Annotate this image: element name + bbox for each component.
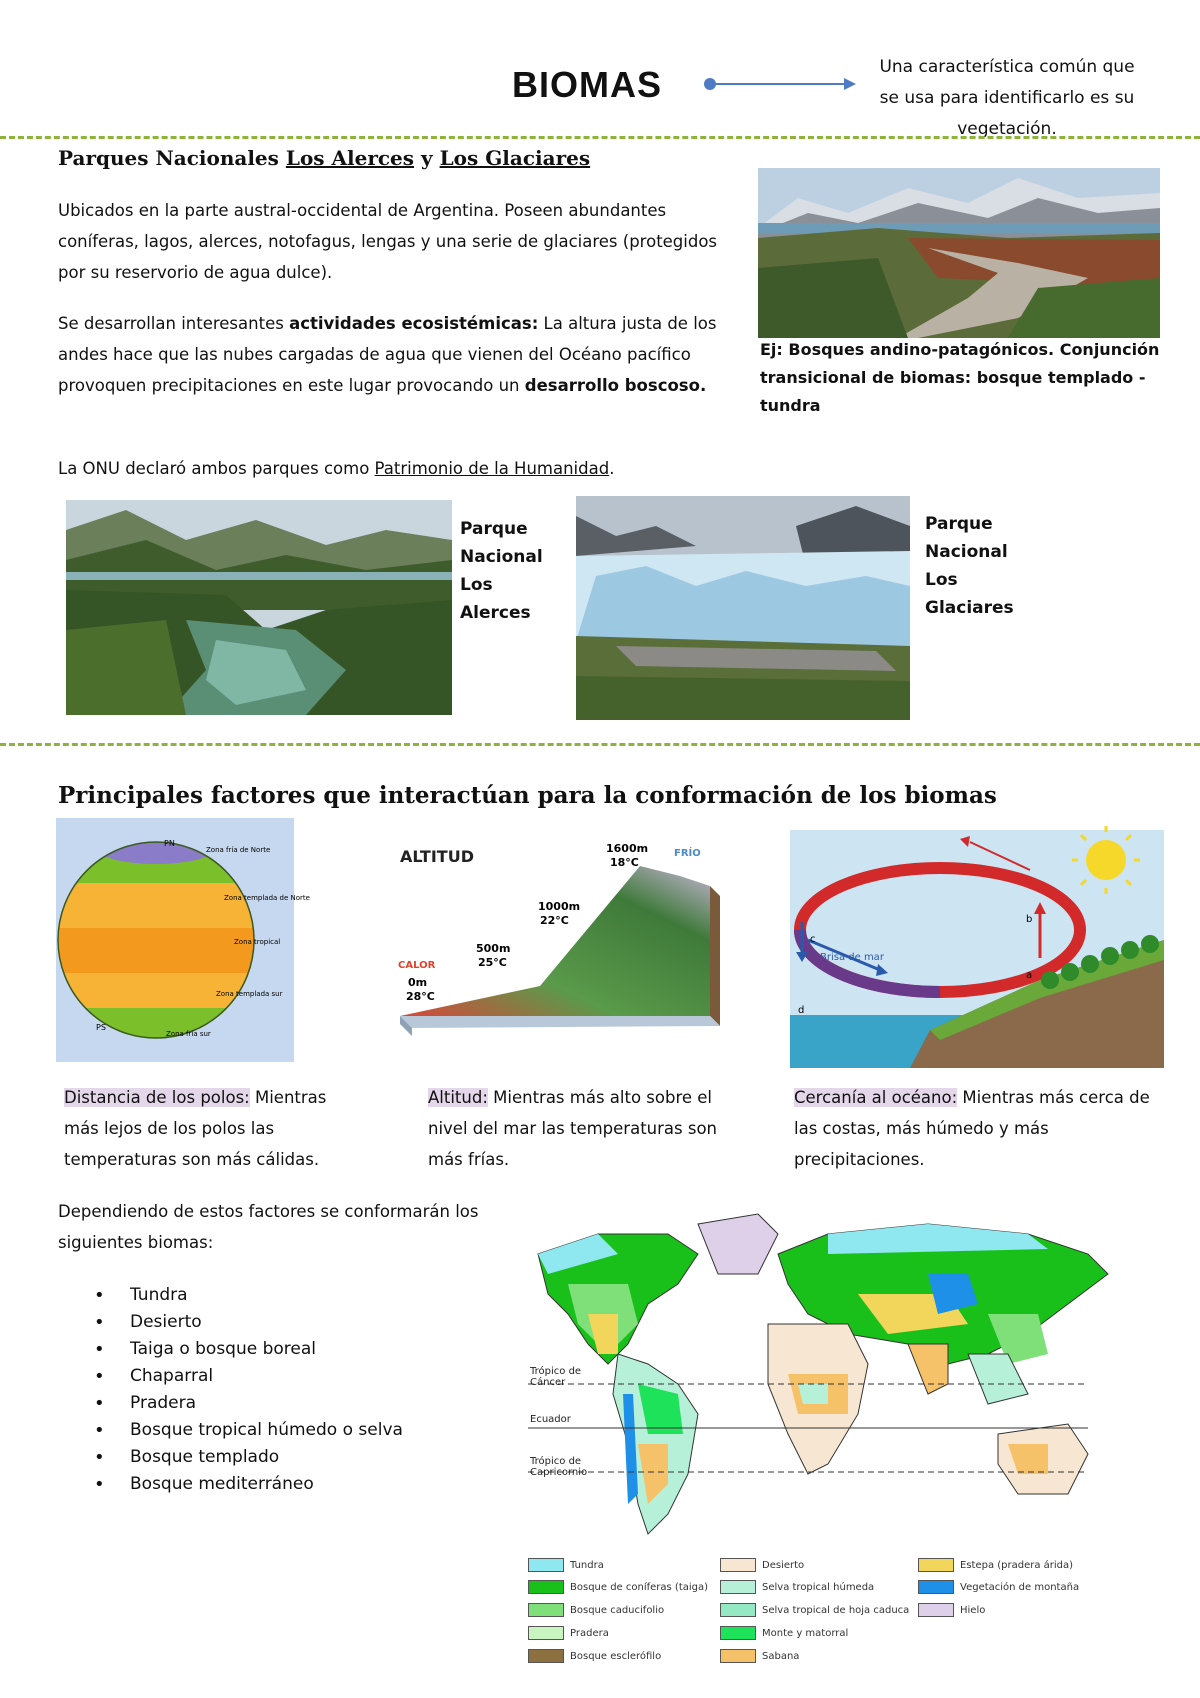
biomas-intro: Dependiendo de estos factores se conformarán los siguientes biomas: — [58, 1202, 479, 1252]
legend-item: Hielo — [918, 1603, 985, 1617]
page-title: BIOMAS — [512, 64, 662, 105]
globe-label: Zona templada sur — [216, 990, 283, 998]
calor-label: CALOR — [398, 960, 436, 971]
list-item: • Tundra — [58, 1282, 458, 1309]
los-glaciares-photo — [576, 496, 910, 720]
legend-item: Sabana — [720, 1649, 799, 1663]
legend-item: Vegetación de montaña — [918, 1580, 1079, 1594]
sea-breeze-diagram — [790, 830, 1164, 1068]
los-alerces-photo — [66, 500, 452, 715]
legend-item: Estepa (pradera árida) — [918, 1558, 1073, 1572]
globe-label-ps: PS — [96, 1023, 106, 1032]
legend-item: Pradera — [528, 1626, 609, 1640]
list-item: • Bosque mediterráneo — [58, 1471, 458, 1498]
legend-item: Bosque esclerófilo — [528, 1649, 661, 1663]
sea-letter: b — [1026, 914, 1033, 925]
factor-poles: Distancia de los polos: Mientras más lejos de los polos las temperaturas son más cálidas. — [64, 1088, 327, 1169]
glaciares-label: Parque Nacional Los Glaciares — [925, 514, 1014, 618]
globe-label: Zona tropical — [234, 938, 281, 946]
legend-item: Tundra — [528, 1558, 604, 1572]
header-note: Una característica común que se usa para identificarlo es su vegetación. — [879, 57, 1135, 139]
sea-letter: d — [798, 1005, 805, 1016]
level-temp: 18°C — [610, 856, 639, 869]
level-temp: 25°C — [478, 956, 507, 969]
legend-item: Selva tropical húmeda — [720, 1580, 874, 1594]
legend-item: Desierto — [720, 1558, 804, 1572]
andean-valley-photo — [758, 168, 1160, 338]
factor-altitude: Altitud: Mientras más alto sobre el nivel del mar las temperaturas son más frías. — [428, 1088, 718, 1169]
altitude-title: ALTITUD — [400, 847, 474, 866]
climate-zones-globe — [56, 818, 310, 1062]
alerces-link[interactable]: Los Alerces — [285, 146, 415, 170]
list-item: • Taiga o bosque boreal — [58, 1336, 458, 1363]
glaciares-link[interactable]: Los Glaciares — [439, 146, 591, 170]
list-item: • Desierto — [58, 1309, 458, 1336]
biomes-list — [58, 1282, 458, 1498]
legend-item: Bosque caducifolio — [528, 1603, 664, 1617]
parques-paragraph-1: Ubicados en la parte austral-occidental de Argentina. Poseen abundantes coníferas, lagos, alerces, notofagus, lengas y una serie de glaciares (protegidos por su reservorio de agua dulce). — [58, 201, 718, 282]
sea-letter: a — [1026, 970, 1033, 981]
arrow-icon — [700, 74, 860, 94]
list-item: • Pradera — [58, 1390, 458, 1417]
divider — [0, 743, 1200, 746]
world-biome-map — [528, 1214, 1148, 1544]
list-item: • Bosque tropical húmedo o selva — [58, 1417, 458, 1444]
factor-ocean: Cercanía al océano: Mientras más cerca de las costas, más húmedo y más precipitaciones. — [794, 1088, 1150, 1169]
level-alt: 1600m — [606, 842, 649, 855]
breeze-label: Brisa de mar — [820, 952, 884, 963]
frio-label: FRÍO — [674, 848, 701, 859]
globe-label: Zona fría sur — [166, 1030, 211, 1038]
map-line-label: Trópico de Cáncer — [530, 1366, 582, 1388]
sea-letter: c — [810, 934, 816, 945]
level-temp: 28°C — [406, 990, 435, 1003]
legend-item: Selva tropical de hoja caduca — [720, 1603, 909, 1617]
legend-item: Monte y matorral — [720, 1626, 848, 1640]
globe-label-pn: PN — [164, 839, 175, 848]
level-alt: 1000m — [538, 900, 581, 913]
parques-paragraph-2: Se desarrollan interesantes actividades ecosistémicas: La altura justa de los andes hace que las nubes cargadas de agua que vienen del Océano pacífico provoquen precipitaciones en este lugar provocando un desarrollo boscoso. — [58, 314, 717, 395]
alerces-label: Parque Nacional Los Alerces — [460, 519, 543, 623]
globe-label: Zona templada de Norte — [224, 894, 310, 902]
factores-heading: Principales factores que interactúan para la conformación de los biomas — [58, 782, 997, 809]
andean-caption: Ej: Bosques andino-patagónicos. Conjunción transicional de biomas: bosque templado - tundra — [760, 340, 1160, 415]
list-item: • Chaparral — [58, 1363, 458, 1390]
parques-heading: Parques Nacionales Los Alerces y Los Glaciares — [58, 146, 591, 170]
map-line-label: Trópico de Capricornio — [530, 1456, 588, 1478]
globe-label: Zona fría de Norte — [206, 846, 271, 854]
level-temp: 22°C — [540, 914, 569, 927]
legend-item: Bosque de coníferas (taiga) — [528, 1580, 708, 1594]
divider — [0, 136, 1200, 139]
patrimonio-link[interactable]: Patrimonio de la Humanidad — [374, 459, 610, 478]
level-alt: 0m — [408, 976, 428, 989]
list-item: • Bosque templado — [58, 1444, 458, 1471]
parques-paragraph-3: La ONU declaró ambos parques como Patrimonio de la Humanidad. — [58, 459, 615, 478]
map-line-label: Ecuador — [530, 1414, 571, 1425]
altitude-diagram — [390, 836, 730, 1056]
level-alt: 500m — [476, 942, 511, 955]
